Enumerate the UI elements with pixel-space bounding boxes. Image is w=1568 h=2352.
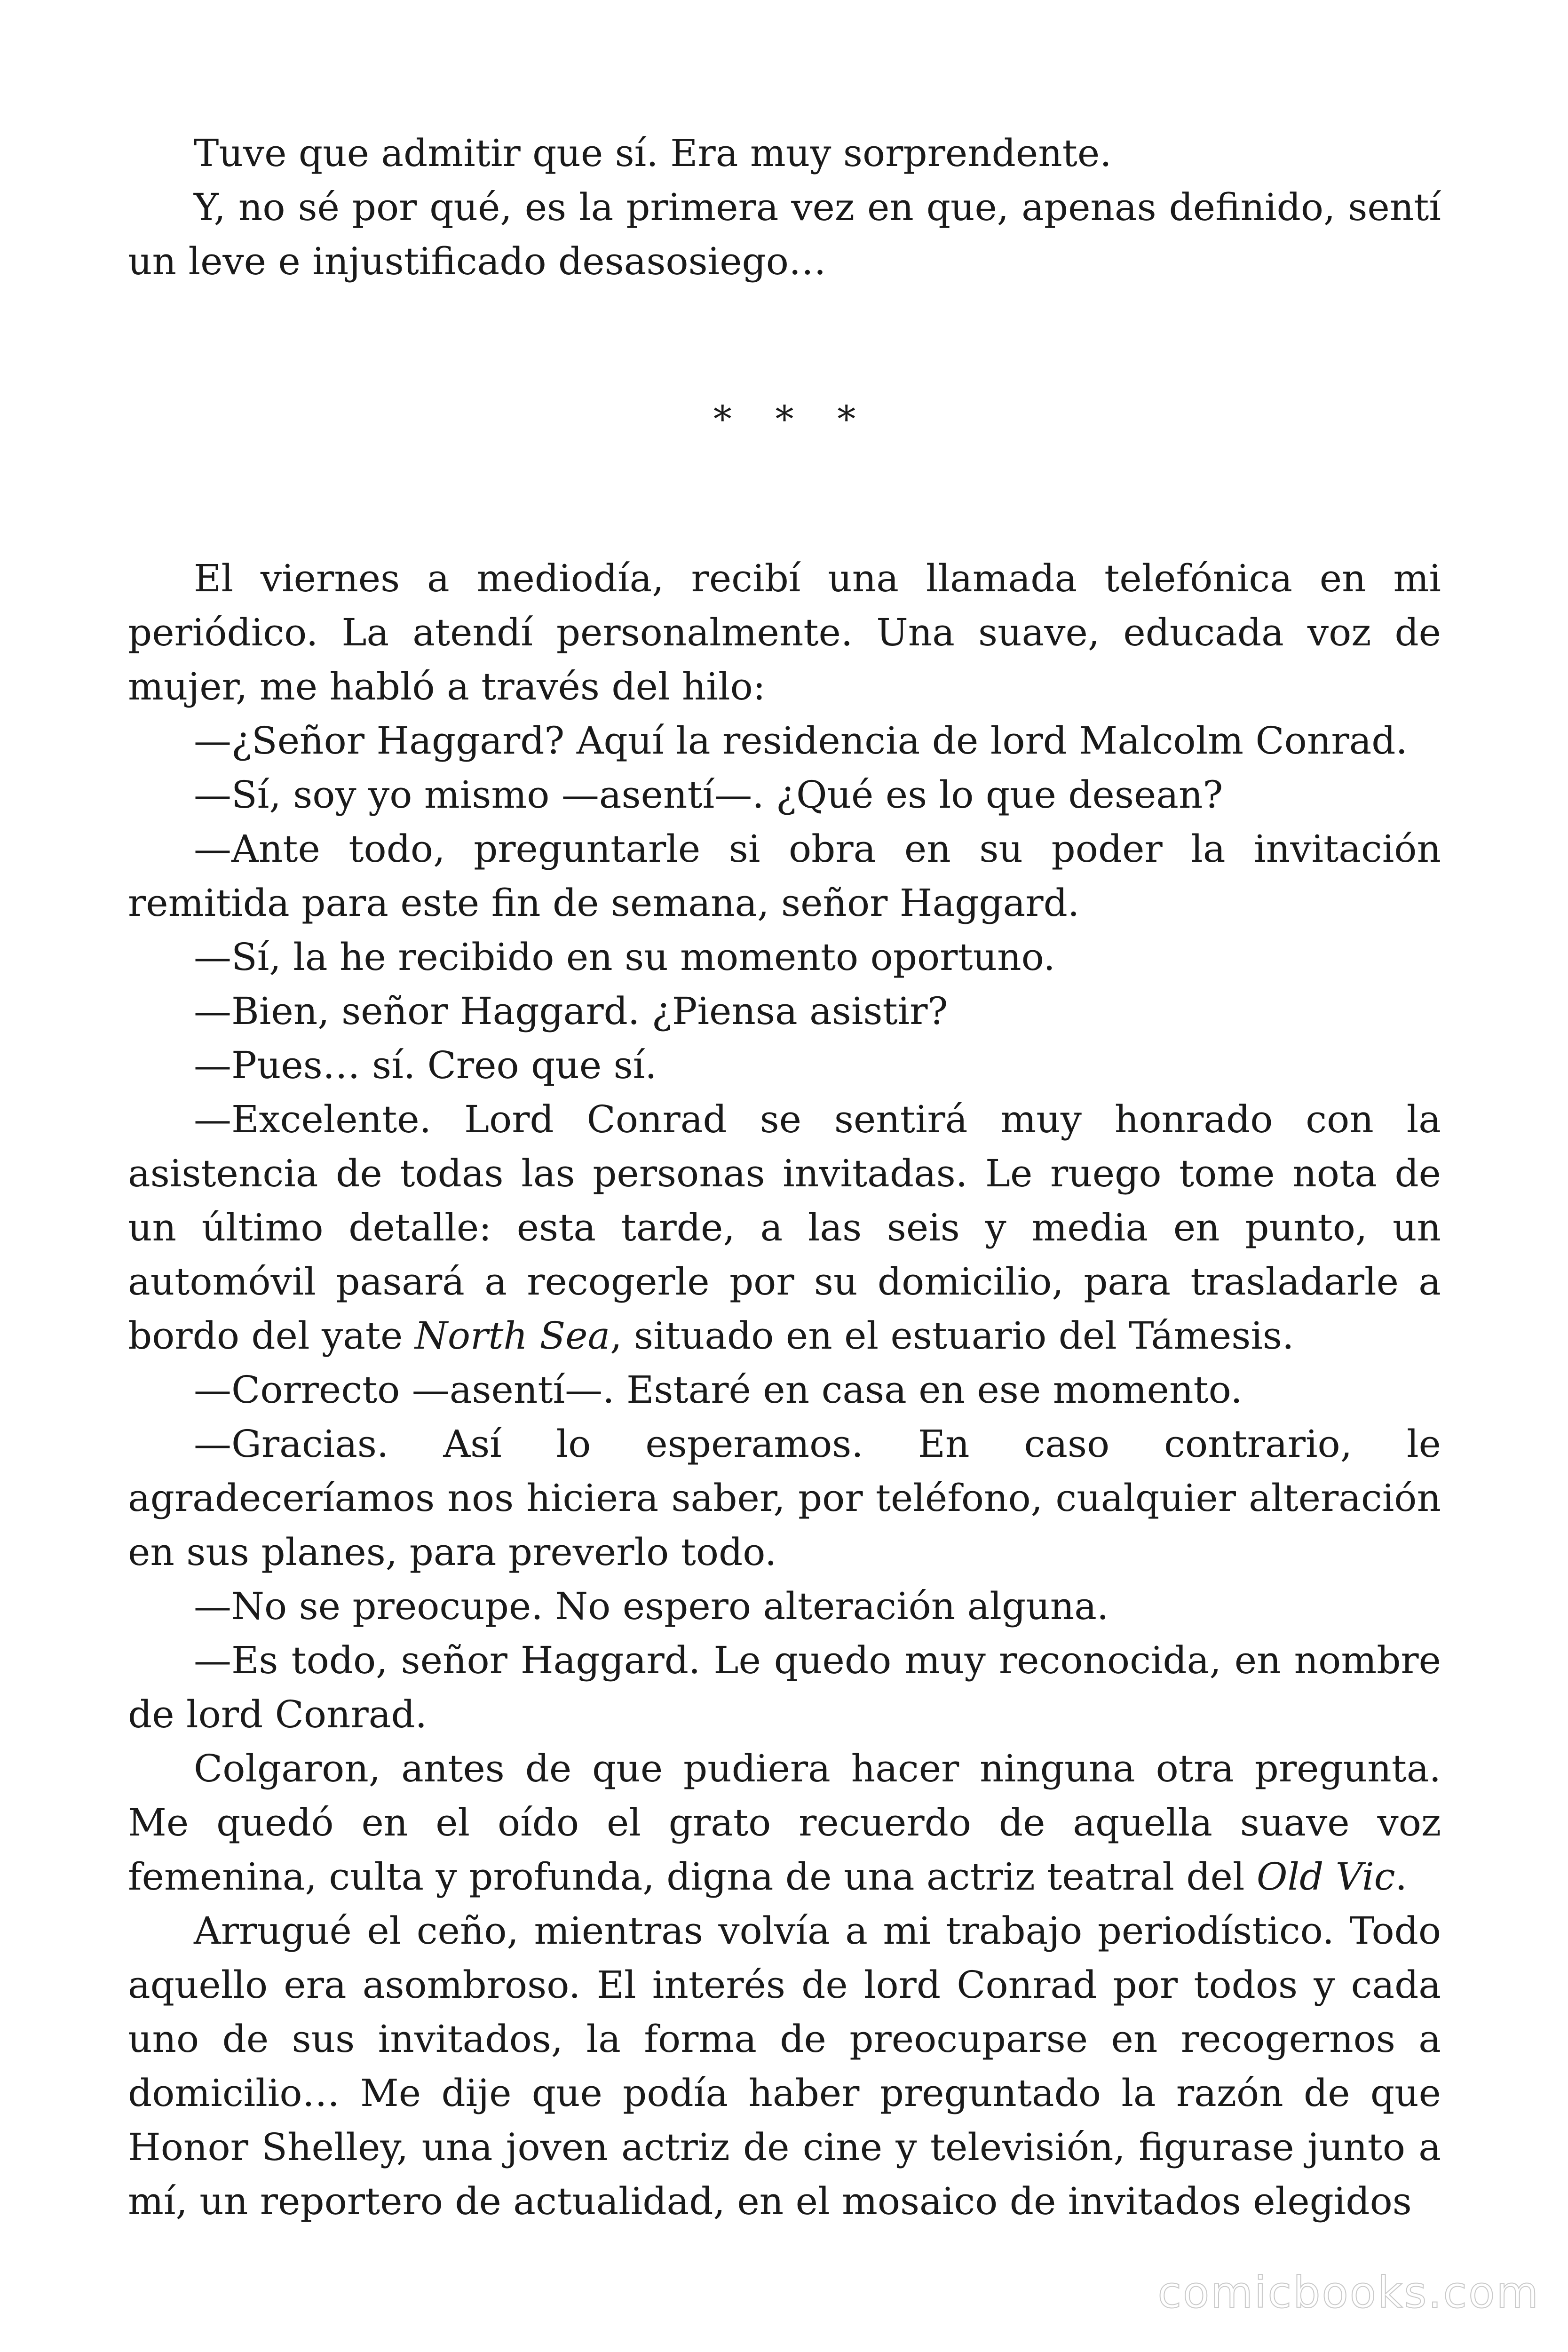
watermark: comicbooks.com xyxy=(1157,2267,1540,2318)
dialogue-line: —¿Señor Haggard? Aquí la residencia de lord Malcolm Conrad. xyxy=(194,719,1408,763)
text-run: Colgaron, antes de que pudiera hacer ninguna otra pregunta. Me quedó en el oído el grato recuerdo de aquella suave voz femenina, culta y profunda, digna de una actriz teatral del xyxy=(128,1747,1441,1899)
dialogue-line xyxy=(128,1092,1441,1363)
italic-ship-name: North Sea xyxy=(414,1314,610,1358)
section-separator: * * * xyxy=(713,398,872,441)
dialogue-line: —Correcto —asentí—. Estaré en casa en ese momento. xyxy=(194,1368,1243,1412)
dialogue-line: —Sí, soy yo mismo —asentí—. ¿Qué es lo que desean? xyxy=(194,773,1223,817)
body-text xyxy=(128,126,1441,2228)
dialogue-line: —Bien, señor Haggard. ¿Piensa asistir? xyxy=(194,989,948,1033)
dialogue-line: —Pues… sí. Creo que sí. xyxy=(194,1043,657,1087)
paragraph-1: Tuve que admitir que sí. Era muy sorprendente. xyxy=(194,131,1112,175)
narrative-paragraph: Arrugué el ceño, mientras volvía a mi trabajo periodístico. Todo aquello era asombroso. El interés de lord Conrad por todos y cada uno de sus invitados, la forma de preocuparse en recogernos a domicilio… Me dije que podía haber preguntado la razón de que Honor Shelley, una joven actriz de cine y televisión, figurase junto a mí, un reportero de actualidad, en el mosaico de invitados elegidos xyxy=(128,1909,1441,2223)
italic-theatre-name: Old Vic xyxy=(1256,1855,1395,1899)
dialogue-line: —Ante todo, preguntarle si obra en su poder la invitación remitida para este fin de semana, señor Haggard. xyxy=(128,827,1441,925)
text-run: —Excelente. Lord Conrad se sentirá muy honrado con la asistencia de todas las personas invitadas. Le ruego tome nota de un último detalle: esta tarde, a las seis y media en punto, un automóvil pasará a recogerle por su domicilio, para trasladarle a bordo del yate xyxy=(128,1097,1441,1358)
paragraph-3: El viernes a mediodía, recibí una llamada telefónica en mi periódico. La atendí personalmente. Una suave, educada voz de mujer, me habló a través del hilo: xyxy=(128,556,1441,708)
dialogue-line: —Gracias. Así lo esperamos. En caso contrario, le agradeceríamos nos hiciera saber, por teléfono, cualquier alteración en sus planes, para preverlo todo. xyxy=(128,1422,1441,1574)
dialogue-line: —Sí, la he recibido en su momento oportuno. xyxy=(194,935,1055,979)
narrative-paragraph xyxy=(128,1741,1441,1904)
dialogue-line: —No se preocupe. No espero alteración alguna. xyxy=(194,1584,1109,1628)
paragraph-2: Y, no sé por qué, es la primera vez en que, apenas definido, sentí un leve e injustificado desasosiego… xyxy=(128,185,1441,283)
text-run: . xyxy=(1395,1855,1407,1899)
dialogue-line: —Es todo, señor Haggard. Le quedo muy reconocida, en nombre de lord Conrad. xyxy=(128,1638,1441,1736)
text-run: , situado en el estuario del Támesis. xyxy=(610,1314,1294,1358)
